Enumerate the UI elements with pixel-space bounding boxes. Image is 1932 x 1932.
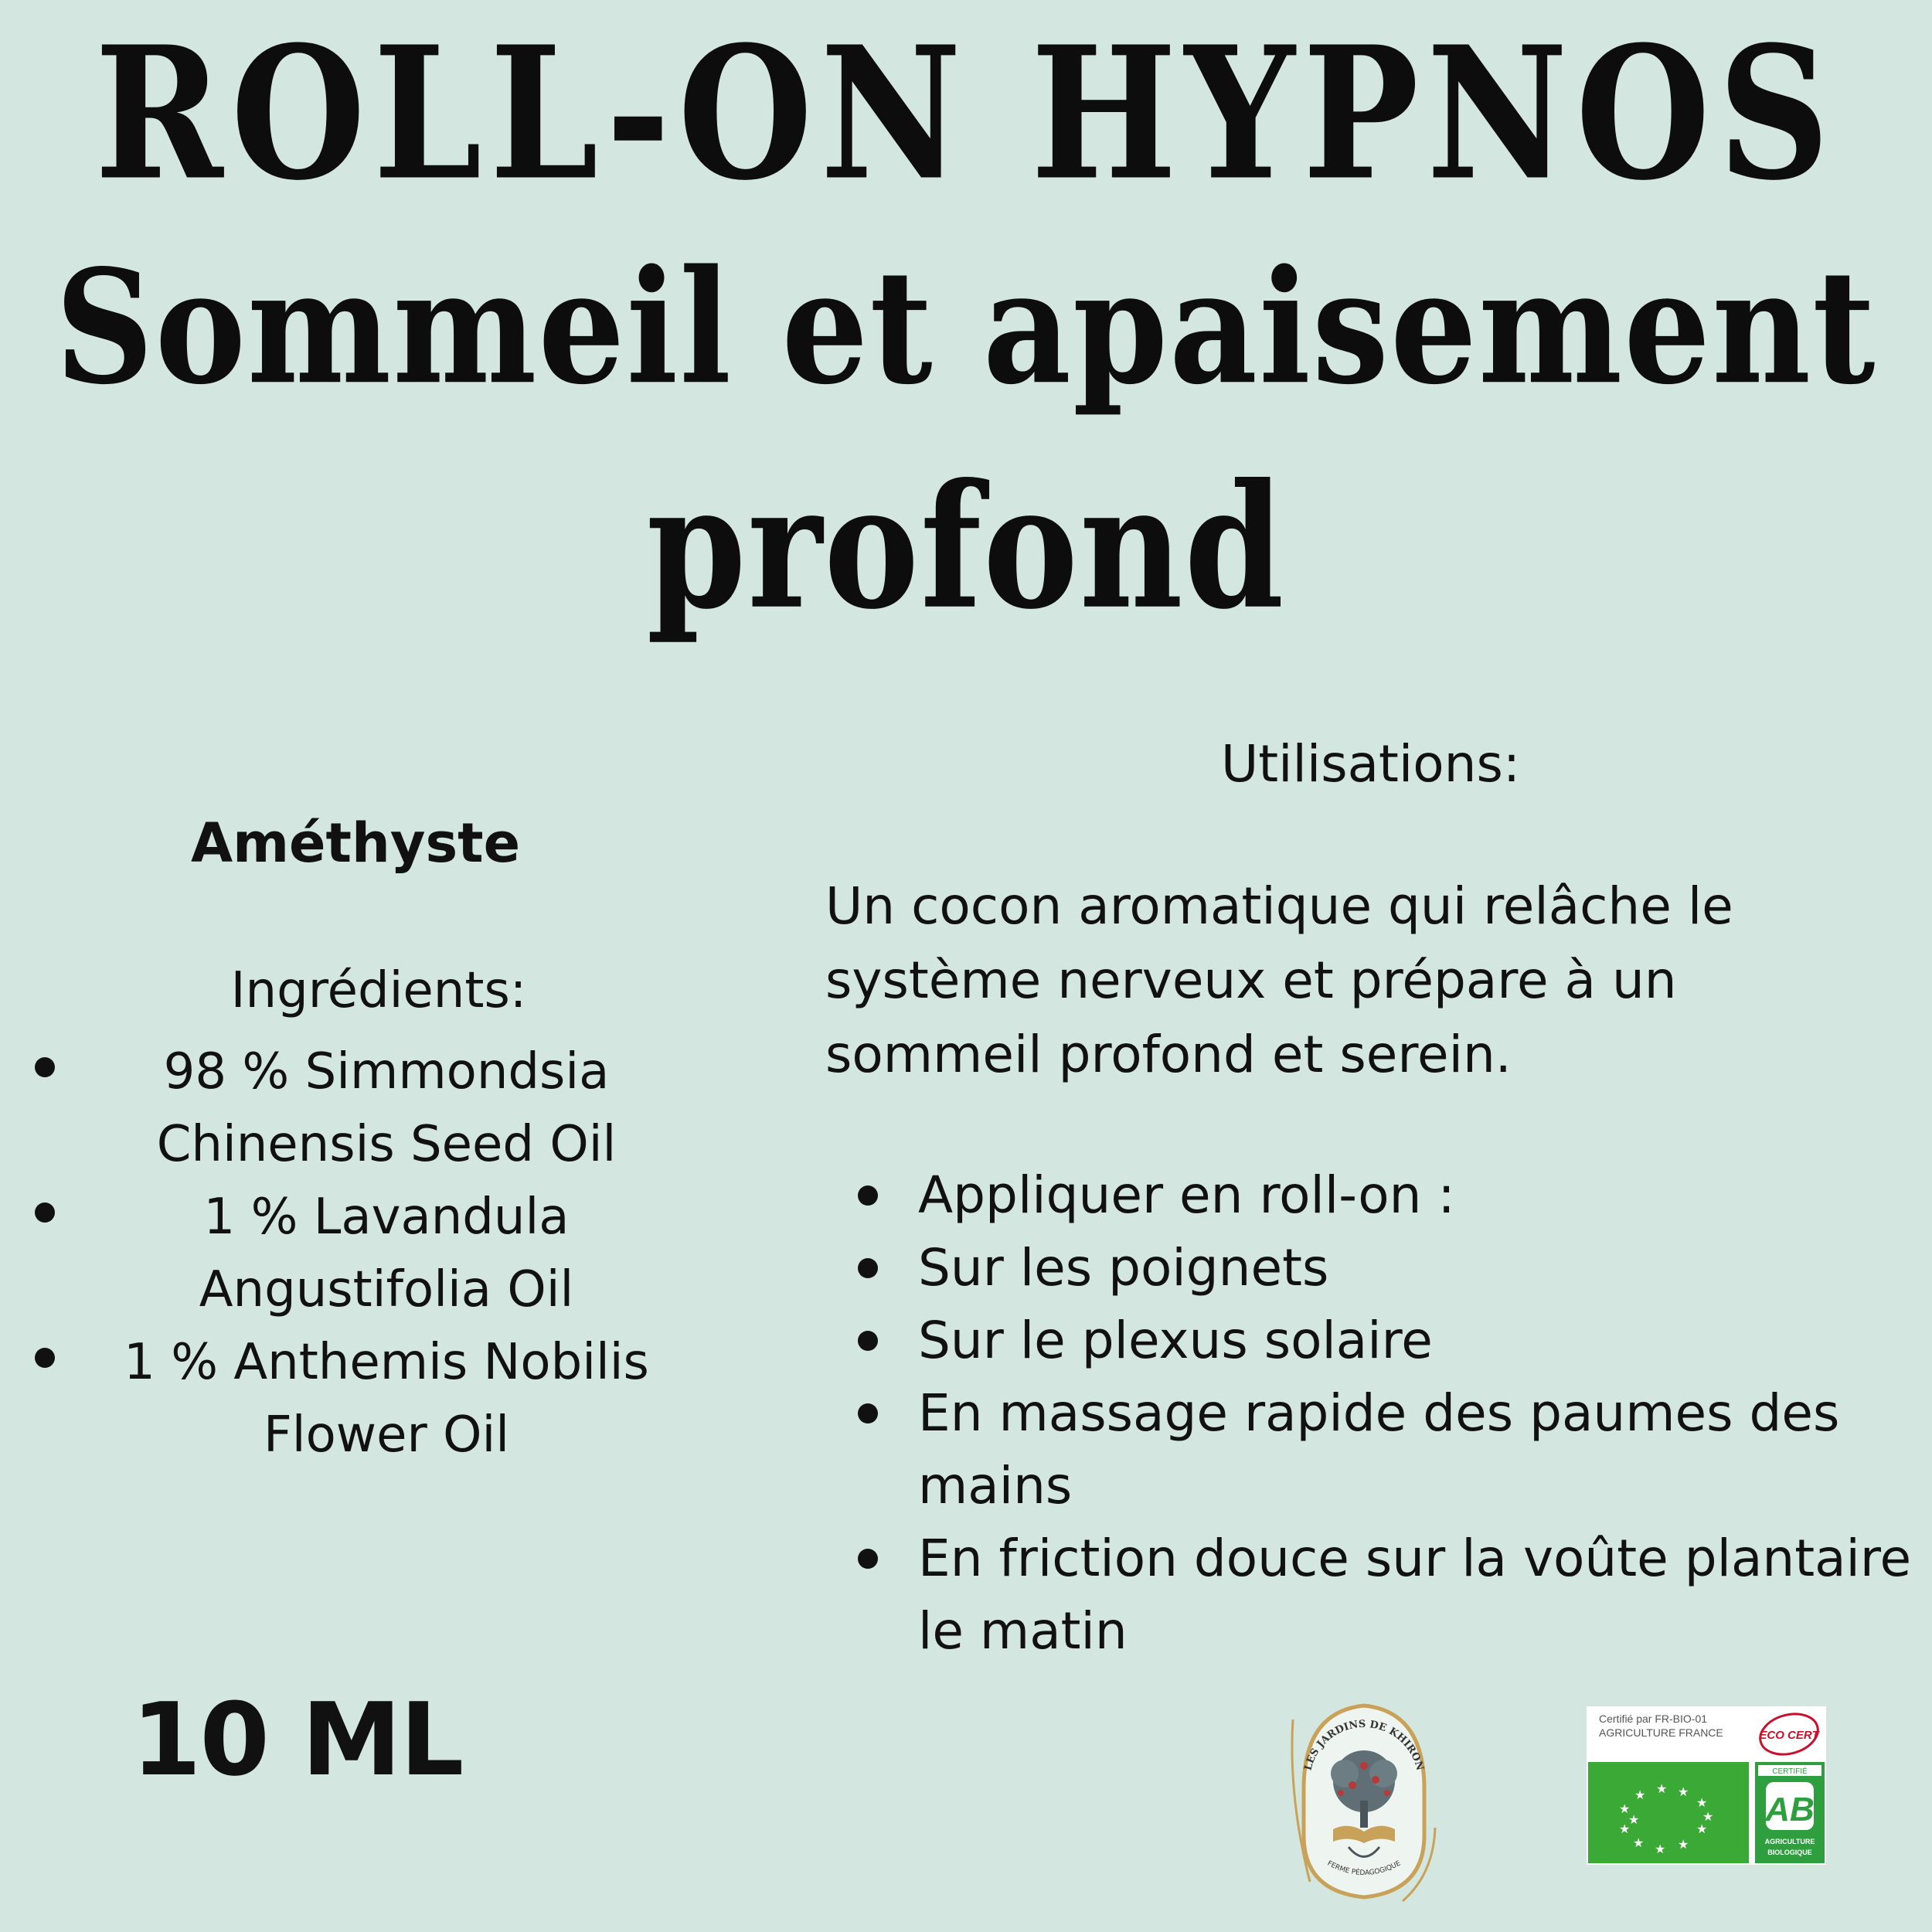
svg-text:★: ★ xyxy=(1702,1809,1714,1824)
use-item xyxy=(850,1159,1924,1232)
svg-text:★: ★ xyxy=(1678,1837,1689,1852)
logo-subtitle: FERME PÉDAGOGIQUE xyxy=(1325,1859,1403,1878)
svg-text:ECO CERT: ECO CERT xyxy=(1759,1729,1819,1742)
cert-line-1: Certifié par FR-BIO-01 xyxy=(1599,1713,1708,1725)
svg-text:AB: AB xyxy=(1765,1791,1815,1828)
cert-line-2: AGRICULTURE FRANCE xyxy=(1599,1726,1723,1739)
use-item xyxy=(850,1232,1924,1304)
svg-text:★: ★ xyxy=(1656,1781,1668,1796)
bullet-icon xyxy=(858,1258,878,1278)
use-item xyxy=(850,1377,1924,1522)
svg-text:★: ★ xyxy=(1696,1821,1708,1836)
bullet-icon xyxy=(858,1549,878,1569)
ingredient-item xyxy=(23,1181,719,1326)
use-text: Sur les poignets xyxy=(918,1238,1329,1298)
ab-label-icon xyxy=(1755,1762,1825,1863)
farm-logo xyxy=(1287,1689,1441,1905)
uses-intro: Un cocon aromatique qui relâche le système nerveux et prépare à un sommeil profond et serein. xyxy=(825,876,1733,1084)
svg-text:★: ★ xyxy=(1655,1842,1666,1856)
svg-text:★: ★ xyxy=(1634,1787,1646,1802)
ingredient-item xyxy=(23,1036,719,1181)
eu-organic-leaf-icon xyxy=(1588,1762,1749,1863)
ecocert-icon xyxy=(1757,1711,1821,1757)
stone-name: Améthyste xyxy=(190,811,521,875)
ingredient-text: 98 % Simmondsia Chinensis Seed Oil xyxy=(156,1043,617,1173)
volume-label: 10 ML xyxy=(131,1681,463,1798)
bullet-icon xyxy=(858,1185,878,1206)
use-text: En massage rapide des paumes des mains xyxy=(918,1383,1840,1515)
svg-text:★: ★ xyxy=(1696,1795,1708,1810)
svg-text:★: ★ xyxy=(1633,1835,1645,1850)
svg-text:AGRICULTURE: AGRICULTURE xyxy=(1764,1838,1815,1845)
svg-text:CERTIFIÉ: CERTIFIÉ xyxy=(1772,1767,1808,1776)
use-text: Appliquer en roll-on : xyxy=(918,1165,1455,1225)
ingredients-list xyxy=(23,1036,719,1471)
use-item xyxy=(850,1522,1924,1668)
uses-title: Utilisations: xyxy=(1221,734,1521,794)
ingredients-label: Ingrédients: xyxy=(230,962,527,1019)
svg-text:★: ★ xyxy=(1678,1784,1689,1799)
title-line-1: ROLL-ON HYPNOS xyxy=(94,6,1838,222)
svg-text:★: ★ xyxy=(1628,1812,1640,1827)
organic-certification xyxy=(1587,1706,1826,1865)
use-text: Sur le plexus solaire xyxy=(918,1311,1433,1370)
title-line-3: profond xyxy=(646,447,1286,648)
bullet-icon xyxy=(858,1403,878,1423)
svg-text:★: ★ xyxy=(1619,1801,1631,1816)
use-item xyxy=(850,1304,1924,1377)
ingredient-item xyxy=(23,1326,719,1471)
ingredient-text: 1 % Anthemis Nobilis Flower Oil xyxy=(124,1334,649,1464)
bullet-icon xyxy=(858,1331,878,1351)
bullet-icon xyxy=(35,1057,55,1077)
svg-text:★: ★ xyxy=(1619,1821,1631,1836)
use-text: En friction douce sur la voûte plantaire le matin xyxy=(918,1529,1912,1661)
uses-list xyxy=(850,1159,1924,1668)
title-line-2: Sommeil et apaisement xyxy=(55,235,1877,420)
ingredient-text: 1 % Lavandula Angustifolia Oil xyxy=(199,1189,574,1318)
logo-brand-text: LES JARDINS DE KHIRON xyxy=(1302,1718,1426,1772)
svg-text:BIOLOGIQUE: BIOLOGIQUE xyxy=(1767,1849,1812,1856)
bullet-icon xyxy=(35,1348,55,1368)
bullet-icon xyxy=(35,1202,55,1223)
